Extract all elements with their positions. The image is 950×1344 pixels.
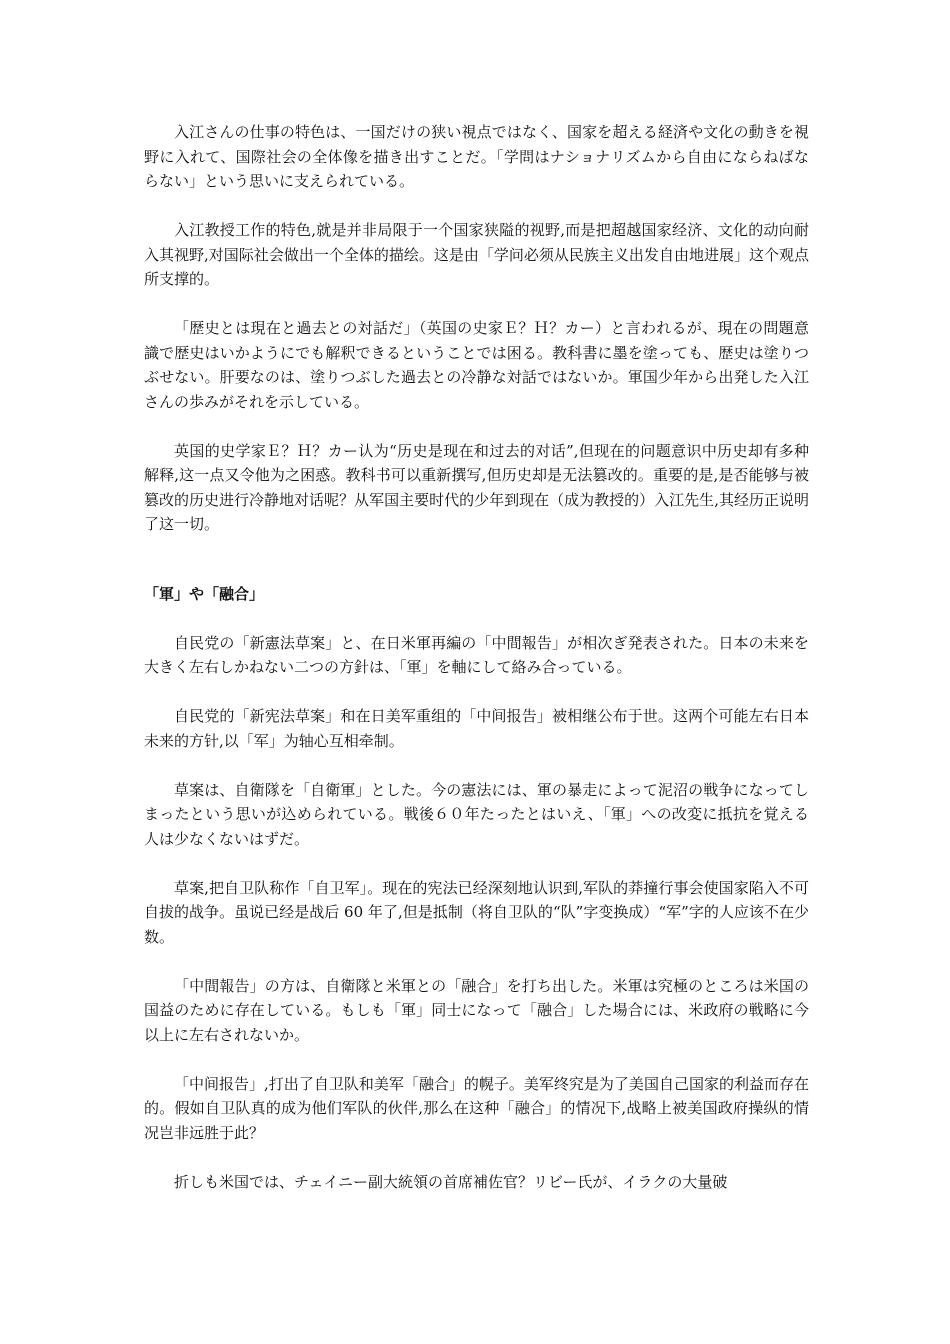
paragraph-ja-1: 入江さんの仕事の特色は、一国だけの狭い視点ではなく、国家を超える経済や文化の動きを視野に入れて、国際社会の全体像を描き出すことだ。「学問はナショナリズムから自由にならねばならない」という思いに支えられている。 bbox=[144, 123, 809, 190]
paragraph-zh-2: 英国的史学家Ｅ？Ｈ？カー认为“历史是现在和过去的对话”,但现在的问题意识中历史却有多种解释,这一点又令他为之困惑。教科书可以重新撰写,但历史却是无法篡改的。重要的是,是否能够与被篡改的历史进行冷静地对话呢？从军国主要时代的少年到现在（成为教授的）入江先生,其经历正说明了这一切。 bbox=[144, 441, 809, 533]
paragraph-ja-3: 自民党の「新憲法草案」と、在日米軍再編の「中間報告」が相次ぎ発表された。日本の未来を大きく左右しかねない二つの方針は、「軍」を軸にして絡み合っている。 bbox=[144, 633, 809, 676]
paragraph-ja-6: 折しも米国では、チェイニー副大統領の首席補佐官？リビー氏が、イラクの大量破 bbox=[174, 1172, 728, 1191]
paragraph-spacer bbox=[144, 1145, 809, 1170]
paragraph-ja-2: 「歴史とは現在と過去との対話だ」（英国の史家Ｅ？Ｈ？カー）と言われるが、現在の問題意識で歴史はいかようにでも解釈できるということでは困る。教科書に墨を塗っても、歴史は塗りつぶせない。肝要なのは、塗りつぶした過去との冷静な対話ではないか。軍国少年から出発した入江さんの歩みがそれを示している。 bbox=[144, 319, 809, 411]
paragraph-zh-4: 草案,把自卫队称作「自卫军」。现在的宪法已经深刻地认识到,军队的莽撞行事会使国家陷入不可自拔的战争。虽说已经是战后 60 年了,但是抵制（将自卫队的“队”字变换成）“军”字的人应该不在少数。 bbox=[144, 878, 809, 946]
section-spacer bbox=[144, 537, 809, 582]
paragraph-spacer bbox=[144, 292, 809, 317]
paragraph-spacer bbox=[144, 1047, 809, 1072]
section-heading: 「軍」や「融合」 bbox=[144, 584, 265, 603]
document-page bbox=[144, 120, 809, 1194]
paragraph-spacer bbox=[144, 680, 809, 705]
paragraph-spacer bbox=[144, 194, 809, 219]
paragraph-ja-5: 「中間報告」の方は、自衛隊と米軍との「融合」を打ち出した。米軍は究極のところは米国の国益のために存在している。もしも「軍」同士になって「融合」した場合には、米政府の戦略に今以上に左右されないか。 bbox=[144, 976, 809, 1044]
paragraph-spacer bbox=[144, 851, 809, 876]
paragraph-ja-4: 草案は、自衛隊を「自衛軍」とした。今の憲法には、軍の暴走によって泥沼の戦争になってしまったという思いが込められている。戦後６０年たったとはいえ、「軍」への改変に抵抗を覚える人は少なくないはずだ。 bbox=[144, 780, 809, 848]
paragraph-spacer bbox=[144, 753, 809, 778]
paragraph-spacer bbox=[144, 414, 809, 439]
paragraph-zh-5: 「中间报告」,打出了自卫队和美军「融合」的幌子。美军终究是为了美国自己国家的利益而存在的。假如自卫队真的成为他们军队的伙伴,那么在这种「融合」的情况下,战略上被美国政府操纵的情况岂非远胜于此？ bbox=[144, 1074, 809, 1142]
paragraph-zh-1: 入江教授工作的特色,就是并非局限于一个国家狭隘的视野,而是把超越国家经济、文化的动向耐入其视野,对国际社会做出一个全体的描绘。这是由「学问必须从民族主义出发自由地进展」这个观点所支撑的。 bbox=[144, 221, 809, 288]
paragraph-zh-3: 自民党的「新宪法草案」和在日美军重组的「中间报告」被相继公布于世。这两个可能左右日本未来的方针,以「军」为轴心互相牵制。 bbox=[144, 707, 809, 750]
paragraph-spacer bbox=[144, 949, 809, 974]
paragraph-spacer bbox=[144, 606, 809, 631]
